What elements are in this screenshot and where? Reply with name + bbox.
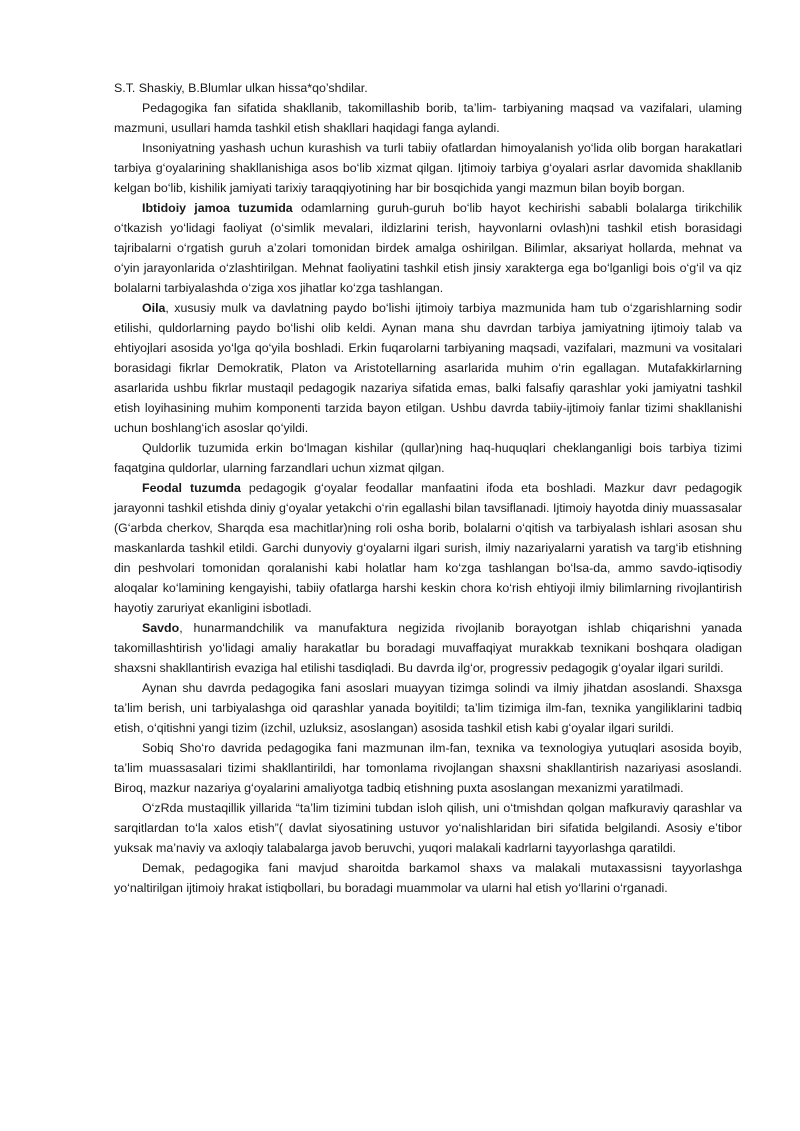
paragraph-lead-bold: Ibtidoiy jamoa tuzumida bbox=[142, 201, 293, 215]
paragraph-lead-bold: Savdo bbox=[142, 621, 180, 635]
paragraph-text: , hunarmandchilik va manufaktura negizida rivojlanib borayotgan ishlab chiqarishni yanada takomillashtirish yo‘lidagi amaliy harakatlar bu boradagi muvaffaqiyat murakkab texnikani boshqara oladigan shaxsni shakllantirish evaziga hal etilishi tasdiqladi. Bu davrda ilg‘or, progressiv pedagogik g‘oyalar ilgari surildi. bbox=[114, 621, 742, 675]
paragraph-lead-bold: Oila bbox=[142, 301, 166, 315]
paragraph-5 bbox=[114, 298, 742, 438]
paragraph-2 bbox=[114, 98, 742, 138]
paragraph-9 bbox=[114, 678, 742, 738]
paragraph-text: S.T. Shaskiy, B.Blumlar ulkan hissa*qo’shdilar. bbox=[114, 81, 368, 95]
paragraph-3 bbox=[114, 138, 742, 198]
paragraph-lead-bold: Feodal tuzumda bbox=[142, 481, 241, 495]
paragraph-text: Insoniyatning yashash uchun kurashish va turli tabiiy ofatlardan himoyalanish yo‘lida olib borgan harakatlari tarbiya g‘oyalarining shakllanishiga asos bo‘lib xizmat qilgan. Ijtimoiy tarbiya g‘oyalari asrlar davomida shakllanib kelgan bo‘lib, kishilik jamiyati tarixiy taraqqiyotining har bir bosqichida yangi mazmun bilan boyib borgan. bbox=[114, 141, 742, 195]
paragraph-10 bbox=[114, 738, 742, 798]
paragraph-text: pedagogik g‘oyalar feodallar manfaatini ifoda eta boshladi. Mazkur davr pedagogik jarayonni tashkil etishda diniy g‘oyalar yetakchi o‘rin egallashi bilan tavsiflanadi. Ijtimoiy hayotda diniy muassasalar (G‘arbda cherkov, Sharqda esa machitlar)ning roli osha borib, bolalarni o‘qitish va tarbiyalash ishlari asosan shu maskanlarda tashkil etildi. Garchi dunyoviy g‘oyalarni ilgari surish, ilmiy nazariyalarni yaratish va targ‘ib etishning din peshvolari tomonidan qoralanishi kabi holatlar ham ko‘zga tashlangan bo‘lsa-da, ammo savdo-iqtisodiy aloqalar ko‘lamining kengayishi, tabiiy ofatlarga harshi keskin chora ko‘rish ehtiyoji ilmiy bilimlarning rivojlantirish hayotiy zaruriyat ekanligini isbotladi. bbox=[114, 481, 742, 615]
paragraph-8 bbox=[114, 618, 742, 678]
paragraph-11 bbox=[114, 798, 742, 858]
paragraph-text: O‘zRda mustaqillik yillarida “ta’lim tizimini tubdan isloh qilish, uni o‘tmishdan qolgan mafkuraviy qarashlar va sarqitlardan to‘la xalos etish”( davlat siyosatining ustuvor yo‘nalishlaridan biri sifatida belgilandi. Asosiy e’tibor yuksak ma’naviy va axloqiy talabalarga javob beruvchi, yuqori malakali kadrlarni tayyorlashga qaratildi. bbox=[114, 801, 742, 855]
paragraph-text: , xususiy mulk va davlatning paydo bo‘lishi ijtimoiy tarbiya mazmunida ham tub o‘zgarishlarning sodir etilishi, quldorlarning paydo bo‘lishi olib keldi. Aynan mana shu davrdan tarbiya jamiyatning ijtimoiy talab va ehtiyojlari asosida yo‘lga qo‘yila boshladi. Erkin fuqarolarni tarbiyaning maqsadi, vazifalari, mazmuni va vositalari borasidagi fikrlar Demokratik, Platon va Aristotellarning asarlarida muhim o‘rin egallagan. Mutafakkirlarning asarlarida ushbu fikrlar mustaqil pedagogik nazariya sifatida emas, balki falsafiy qarashlar yoki jamiyatni tashkil etish loyihasining muhim komponenti tarzida bayon etilgan. Ushbu davrda tabiiy-ijtimoiy fanlar tizimi shakllanishi uchun boshlang‘ich asoslar qo‘yildi. bbox=[114, 301, 742, 435]
paragraph-7 bbox=[114, 478, 742, 618]
paragraph-text: Quldorlik tuzumida erkin bo‘lmagan kishilar (qullar)ning haq-huquqlari cheklanganligi bois tarbiya tizimi faqatgina quldorlar, ularning farzandlari uchun xizmat qilgan. bbox=[114, 441, 742, 475]
paragraph-4 bbox=[114, 198, 742, 298]
paragraph-text: odamlarning guruh-guruh bo‘lib hayot kechirishi sababli bolalarga tirikchilik o‘tkazish yo‘lidagi faoliyat (o‘simlik mevalari, ildizlarini terish, hayvonlarni ovlash)ni tashkil etish borasidagi tajribalarni o‘rgatish guruh a’zolari tomonidan birdek amalga oshirilgan. Bilimlar, aksariyat hollarda, mehnat va o‘yin jarayonlarida o‘zlashtirilgan. Mehnat faoliyatini tashkil etish jinsiy xarakterga ega bo‘lganligi bois o‘g‘il va qiz bolalarni tarbiyalashda o‘ziga xos jihatlar ko‘zga tashlangan. bbox=[114, 201, 742, 295]
paragraph-text: Pedagogika fan sifatida shakllanib, takomillashib borib, ta’lim- tarbiyaning maqsad va vazifalari, ulaming mazmuni, usullari hamda tashkil etish shakllari haqidagi fanga aylandi. bbox=[114, 101, 742, 135]
paragraph-12 bbox=[114, 858, 742, 898]
paragraph-text: Aynan shu davrda pedagogika fani asoslari muayyan tizimga solindi va ilmiy jihatdan asoslandi. Shaxsga ta’lim berish, uni tarbiyalashga oid qarashlar yanada boyitildi; ta’lim tizimiga ilm-fan, texnika yangiliklarini tadbiq etish, o‘qitishni yangi tizim (izchil, uzluksiz, asoslangan) asosida tashkil etish kabi g‘oyalar ilgari surildi. bbox=[114, 681, 742, 735]
paragraph-text: Sobiq Sho‘ro davrida pedagogika fani mazmunan ilm-fan, texnika va texnologiya yutuqlari asosida boyib, ta’lim muassasalari tizimi shakllantirildi, har tomonlama rivojlangan shaxsni shakllantirish nazariyasi asoslandi. Biroq, mazkur nazariya g‘oyalarini amaliyotga tadbiq etishning puxta asoslangan mexanizmi yaratilmadi. bbox=[114, 741, 742, 795]
paragraph-text: Demak, pedagogika fani mavjud sharoitda barkamol shaxs va malakali mutaxassisni tayyorlashga yo‘naltirilgan ijtimoiy hrakat istiqbollari, bu boradagi muammolar va ularni hal etish yo‘llarini o‘rganadi. bbox=[114, 861, 742, 895]
paragraph-1 bbox=[114, 78, 742, 98]
paragraph-6 bbox=[114, 438, 742, 478]
document-page bbox=[114, 78, 742, 898]
